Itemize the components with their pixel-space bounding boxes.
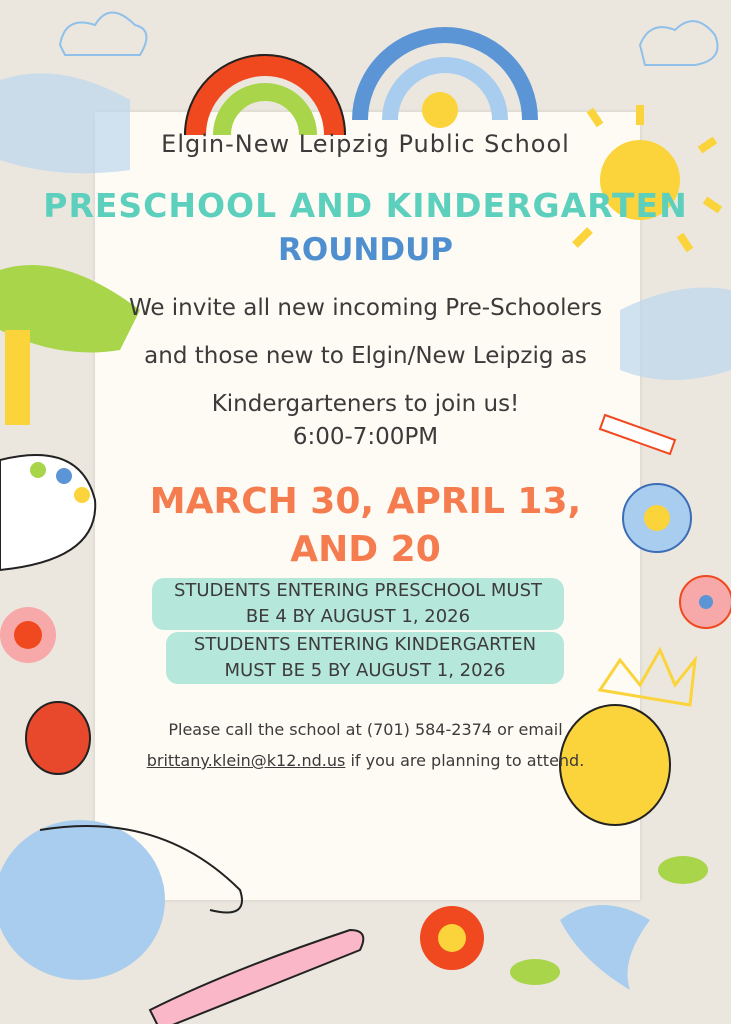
- invitation-text: [0, 284, 731, 428]
- email-link[interactable]: brittany.klein@k12.nd.us: [146, 751, 346, 770]
- sun-icon: [575, 105, 720, 250]
- contact-info: [0, 714, 731, 776]
- invitation-line: We invite all new incoming Pre-Schoolers: [128, 295, 603, 321]
- invitation-line: Kindergarteners to join us!: [211, 391, 520, 417]
- leaf-icon: [510, 959, 560, 985]
- requirement-line: STUDENTS ENTERING KINDERGARTEN: [193, 634, 537, 655]
- dates-line: MARCH 30, APRIL 13,: [149, 481, 582, 522]
- preschool-requirement: [152, 578, 564, 630]
- cloud-scribble-left: [0, 73, 130, 173]
- dates-line: AND 20: [290, 529, 441, 570]
- event-dates: [0, 478, 731, 574]
- flower-icon-pink: [680, 576, 731, 628]
- rainbow-icon-left: [185, 55, 345, 135]
- flower-icon-light-blue: [560, 905, 650, 990]
- worm-icon: [150, 930, 363, 1024]
- requirement-line: BE 4 BY AUGUST 1, 2026: [245, 606, 471, 627]
- requirement-line: STUDENTS ENTERING PRESCHOOL MUST: [173, 580, 543, 601]
- flower-icon-left: [0, 607, 56, 663]
- crown-icon: [600, 650, 695, 705]
- contact-line-2: [0, 745, 731, 776]
- requirement-line: MUST BE 5 BY AUGUST 1, 2026: [224, 660, 506, 681]
- elephant-icon: [0, 820, 242, 980]
- flower-icon-orange: [420, 906, 484, 970]
- school-name: Elgin-New Leipzig Public School: [161, 130, 570, 158]
- contact-line: Please call the school at (701) 584-2374 or email: [168, 720, 563, 739]
- event-time: 6:00-7:00PM: [292, 424, 439, 450]
- headline: PRESCHOOL AND KINDERGARTEN: [43, 186, 688, 225]
- invitation-line: and those new to Elgin/New Leipzig as: [144, 343, 587, 369]
- kindergarten-requirement: [166, 632, 564, 684]
- rainbow-icon-right: [360, 35, 530, 128]
- leaf-icon: [658, 856, 708, 884]
- subheadline: ROUNDUP: [278, 232, 453, 268]
- contact-suffix: if you are planning to attend.: [345, 751, 585, 770]
